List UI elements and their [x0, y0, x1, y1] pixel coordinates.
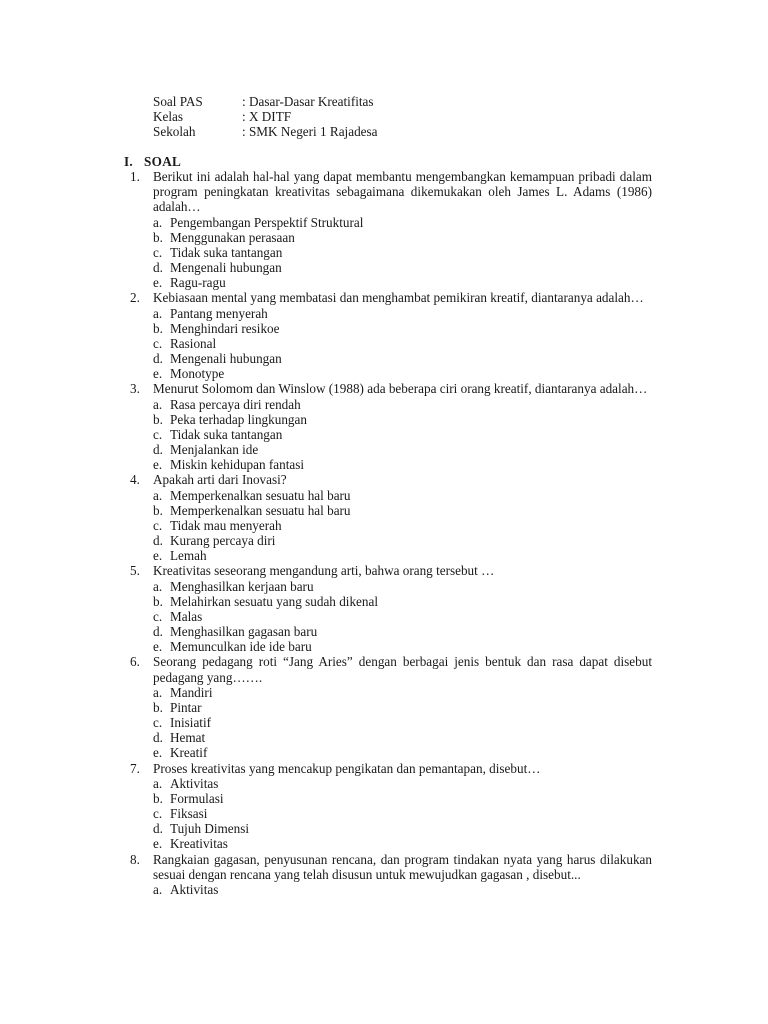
exam-header: [153, 94, 378, 140]
option-item: [153, 715, 652, 730]
question-7: [124, 761, 652, 852]
option-letter: d.: [153, 442, 163, 458]
option-text: Menghindari resikoe: [170, 320, 280, 336]
option-text: Memunculkan ide ide baru: [170, 639, 312, 655]
option-letter: b.: [153, 502, 163, 518]
option-item: [153, 351, 652, 366]
question-number: 1.: [130, 169, 140, 184]
option-text: Mengenali hubungan: [170, 351, 282, 367]
option-text: Pengembangan Perspektif Struktural: [170, 214, 364, 230]
option-list: [153, 215, 652, 291]
option-text: Menghasilkan kerjaan baru: [170, 578, 314, 594]
option-letter: e.: [153, 275, 163, 291]
question-number: 4.: [130, 472, 140, 488]
option-item: [153, 397, 652, 412]
header-row-subject: [153, 94, 378, 109]
option-text: Tidak suka tantangan: [170, 426, 283, 442]
option-letter: a.: [153, 684, 163, 700]
option-letter: c.: [153, 715, 163, 731]
option-text: Mandiri: [170, 684, 213, 700]
option-letter: a.: [153, 487, 163, 503]
option-item: [153, 624, 652, 639]
option-letter: a.: [153, 305, 163, 321]
option-letter: c.: [153, 335, 163, 351]
option-text: Fiksasi: [170, 806, 208, 822]
option-letter: d.: [153, 730, 163, 746]
header-row-class: [153, 109, 378, 124]
option-list: [153, 579, 652, 655]
question-4: [124, 472, 652, 563]
option-text: Pantang menyerah: [170, 305, 268, 321]
option-letter: b.: [153, 790, 163, 806]
option-item: [153, 427, 652, 442]
option-list: [153, 776, 652, 852]
option-text: Kurang percaya diri: [170, 533, 276, 549]
question-number: 5.: [130, 563, 140, 579]
header-value: : SMK Negeri 1 Rajadesa: [242, 124, 378, 140]
option-letter: b.: [153, 411, 163, 427]
header-label: Sekolah: [153, 124, 196, 140]
option-text: Memperkenalkan sesuatu hal baru: [170, 502, 351, 518]
option-letter: e.: [153, 836, 163, 852]
question-text: Kreativitas seseorang mengandung arti, bahwa orang tersebut …: [153, 563, 495, 579]
option-list: [153, 882, 652, 897]
question-number: 3.: [130, 381, 140, 397]
question-3: [124, 381, 652, 472]
question-1: [124, 169, 652, 290]
option-text: Formulasi: [170, 790, 224, 806]
option-text: Menggunakan perasaan: [170, 229, 295, 245]
option-letter: a.: [153, 214, 163, 230]
question-text: Apakah arti dari Inovasi?: [153, 472, 287, 488]
header-row-school: [153, 124, 378, 139]
option-text: Kreatif: [170, 745, 208, 761]
question-5: [124, 563, 652, 654]
option-list: [153, 685, 652, 761]
question-text: Rangkaian gagasan, penyusunan rencana, dan program tindakan nyata yang harus dilakukan sesuai dengan rencana yang telah disusun untuk mewujudkan gagasan , disebut...: [153, 851, 652, 882]
option-item: [153, 321, 652, 336]
option-text: Inisiatif: [170, 715, 212, 731]
option-letter: b.: [153, 699, 163, 715]
option-text: Malas: [170, 608, 203, 624]
option-item: [153, 579, 652, 594]
option-item: [153, 306, 652, 321]
option-item: [153, 336, 652, 351]
option-letter: b.: [153, 593, 163, 609]
option-item: [153, 594, 652, 609]
option-text: Memperkenalkan sesuatu hal baru: [170, 487, 351, 503]
option-item: [153, 275, 652, 290]
option-text: Tujuh Dimensi: [170, 821, 250, 837]
question-text: Proses kreativitas yang mencakup pengikatan dan pemantapan, disebut…: [153, 760, 541, 776]
option-text: Kreativitas: [170, 836, 228, 852]
option-letter: d.: [153, 821, 163, 837]
option-letter: a.: [153, 775, 163, 791]
option-item: [153, 366, 652, 381]
option-item: [153, 806, 652, 821]
option-item: [153, 442, 652, 457]
option-text: Lemah: [170, 548, 207, 564]
option-text: Aktivitas: [170, 881, 219, 897]
header-label: Kelas: [153, 109, 184, 125]
option-letter: b.: [153, 229, 163, 245]
question-number: 8.: [130, 851, 140, 867]
option-letter: c.: [153, 806, 163, 822]
option-item: [153, 518, 652, 533]
option-text: Aktivitas: [170, 775, 219, 791]
option-letter: e.: [153, 639, 163, 655]
option-item: [153, 776, 652, 791]
option-item: [153, 836, 652, 851]
option-item: [153, 215, 652, 230]
option-text: Ragu-ragu: [170, 275, 226, 291]
question-text: Seorang pedagang roti “Jang Aries” dengan berbagai jenis bentuk dan rasa dapat disebut pedagang yang…….: [153, 654, 652, 685]
option-item: [153, 488, 652, 503]
option-text: Rasa percaya diri rendah: [170, 396, 301, 412]
option-item: [153, 821, 652, 836]
question-number: 2.: [130, 290, 140, 306]
option-letter: a.: [153, 881, 163, 897]
option-text: Rasional: [170, 335, 217, 351]
option-letter: c.: [153, 608, 163, 624]
option-letter: e.: [153, 548, 163, 564]
option-item: [153, 533, 652, 548]
option-item: [153, 700, 652, 715]
option-text: Mengenali hubungan: [170, 260, 282, 276]
option-item: [153, 730, 652, 745]
option-letter: e.: [153, 366, 163, 382]
question-list: [124, 169, 652, 897]
option-list: [153, 306, 652, 382]
option-text: Miskin kehidupan fantasi: [170, 457, 305, 473]
header-label: Soal PAS: [153, 94, 203, 109]
option-text: Monotype: [170, 366, 225, 382]
option-item: [153, 791, 652, 806]
section-title: SOAL: [144, 154, 182, 169]
option-text: Tidak suka tantangan: [170, 244, 283, 260]
option-item: [153, 457, 652, 472]
option-text: Hemat: [170, 730, 206, 746]
question-number: 6.: [130, 654, 140, 670]
option-text: Menghasilkan gagasan baru: [170, 624, 318, 640]
option-letter: a.: [153, 396, 163, 412]
option-text: Pintar: [170, 699, 202, 715]
option-item: [153, 745, 652, 760]
option-text: Melahirkan sesuatu yang sudah dikenal: [170, 593, 379, 609]
option-item: [153, 503, 652, 518]
option-letter: d.: [153, 260, 163, 276]
option-item: [153, 882, 652, 897]
option-text: Menjalankan ide: [170, 442, 259, 458]
option-item: [153, 230, 652, 245]
question-number: 7.: [130, 760, 140, 776]
option-letter: c.: [153, 426, 163, 442]
option-item: [153, 245, 652, 260]
question-text: Berikut ini adalah hal-hal yang dapat membantu mengembangkan kemampuan pribadi dalam program peningkatan kreativitas sebagaimana dikemukakan oleh James L. Adams (1986) adalah…: [153, 169, 652, 215]
section-number: I.: [124, 154, 134, 169]
option-letter: a.: [153, 578, 163, 594]
question-8: [124, 852, 652, 898]
option-letter: e.: [153, 457, 163, 473]
question-6: [124, 654, 652, 760]
option-text: Tidak mau menyerah: [170, 517, 282, 533]
option-letter: d.: [153, 351, 163, 367]
question-2: [124, 290, 652, 381]
option-list: [153, 488, 652, 564]
section-heading: [124, 154, 181, 169]
option-letter: e.: [153, 745, 163, 761]
option-letter: d.: [153, 533, 163, 549]
option-letter: d.: [153, 624, 163, 640]
option-item: [153, 609, 652, 624]
option-list: [153, 397, 652, 473]
option-item: [153, 412, 652, 427]
question-text: Kebiasaan mental yang membatasi dan menghambat pemikiran kreatif, diantaranya adalah…: [153, 290, 644, 306]
question-text: Menurut Solomom dan Winslow (1988) ada beberapa ciri orang kreatif, diantaranya adalah…: [153, 381, 648, 397]
option-letter: c.: [153, 517, 163, 533]
option-item: [153, 260, 652, 275]
header-value: : X DITF: [242, 109, 292, 125]
option-text: Peka terhadap lingkungan: [170, 411, 307, 427]
option-letter: c.: [153, 244, 163, 260]
option-letter: b.: [153, 320, 163, 336]
header-value: : Dasar-Dasar Kreatifitas: [242, 94, 374, 109]
option-item: [153, 639, 652, 654]
option-item: [153, 685, 652, 700]
option-item: [153, 548, 652, 563]
